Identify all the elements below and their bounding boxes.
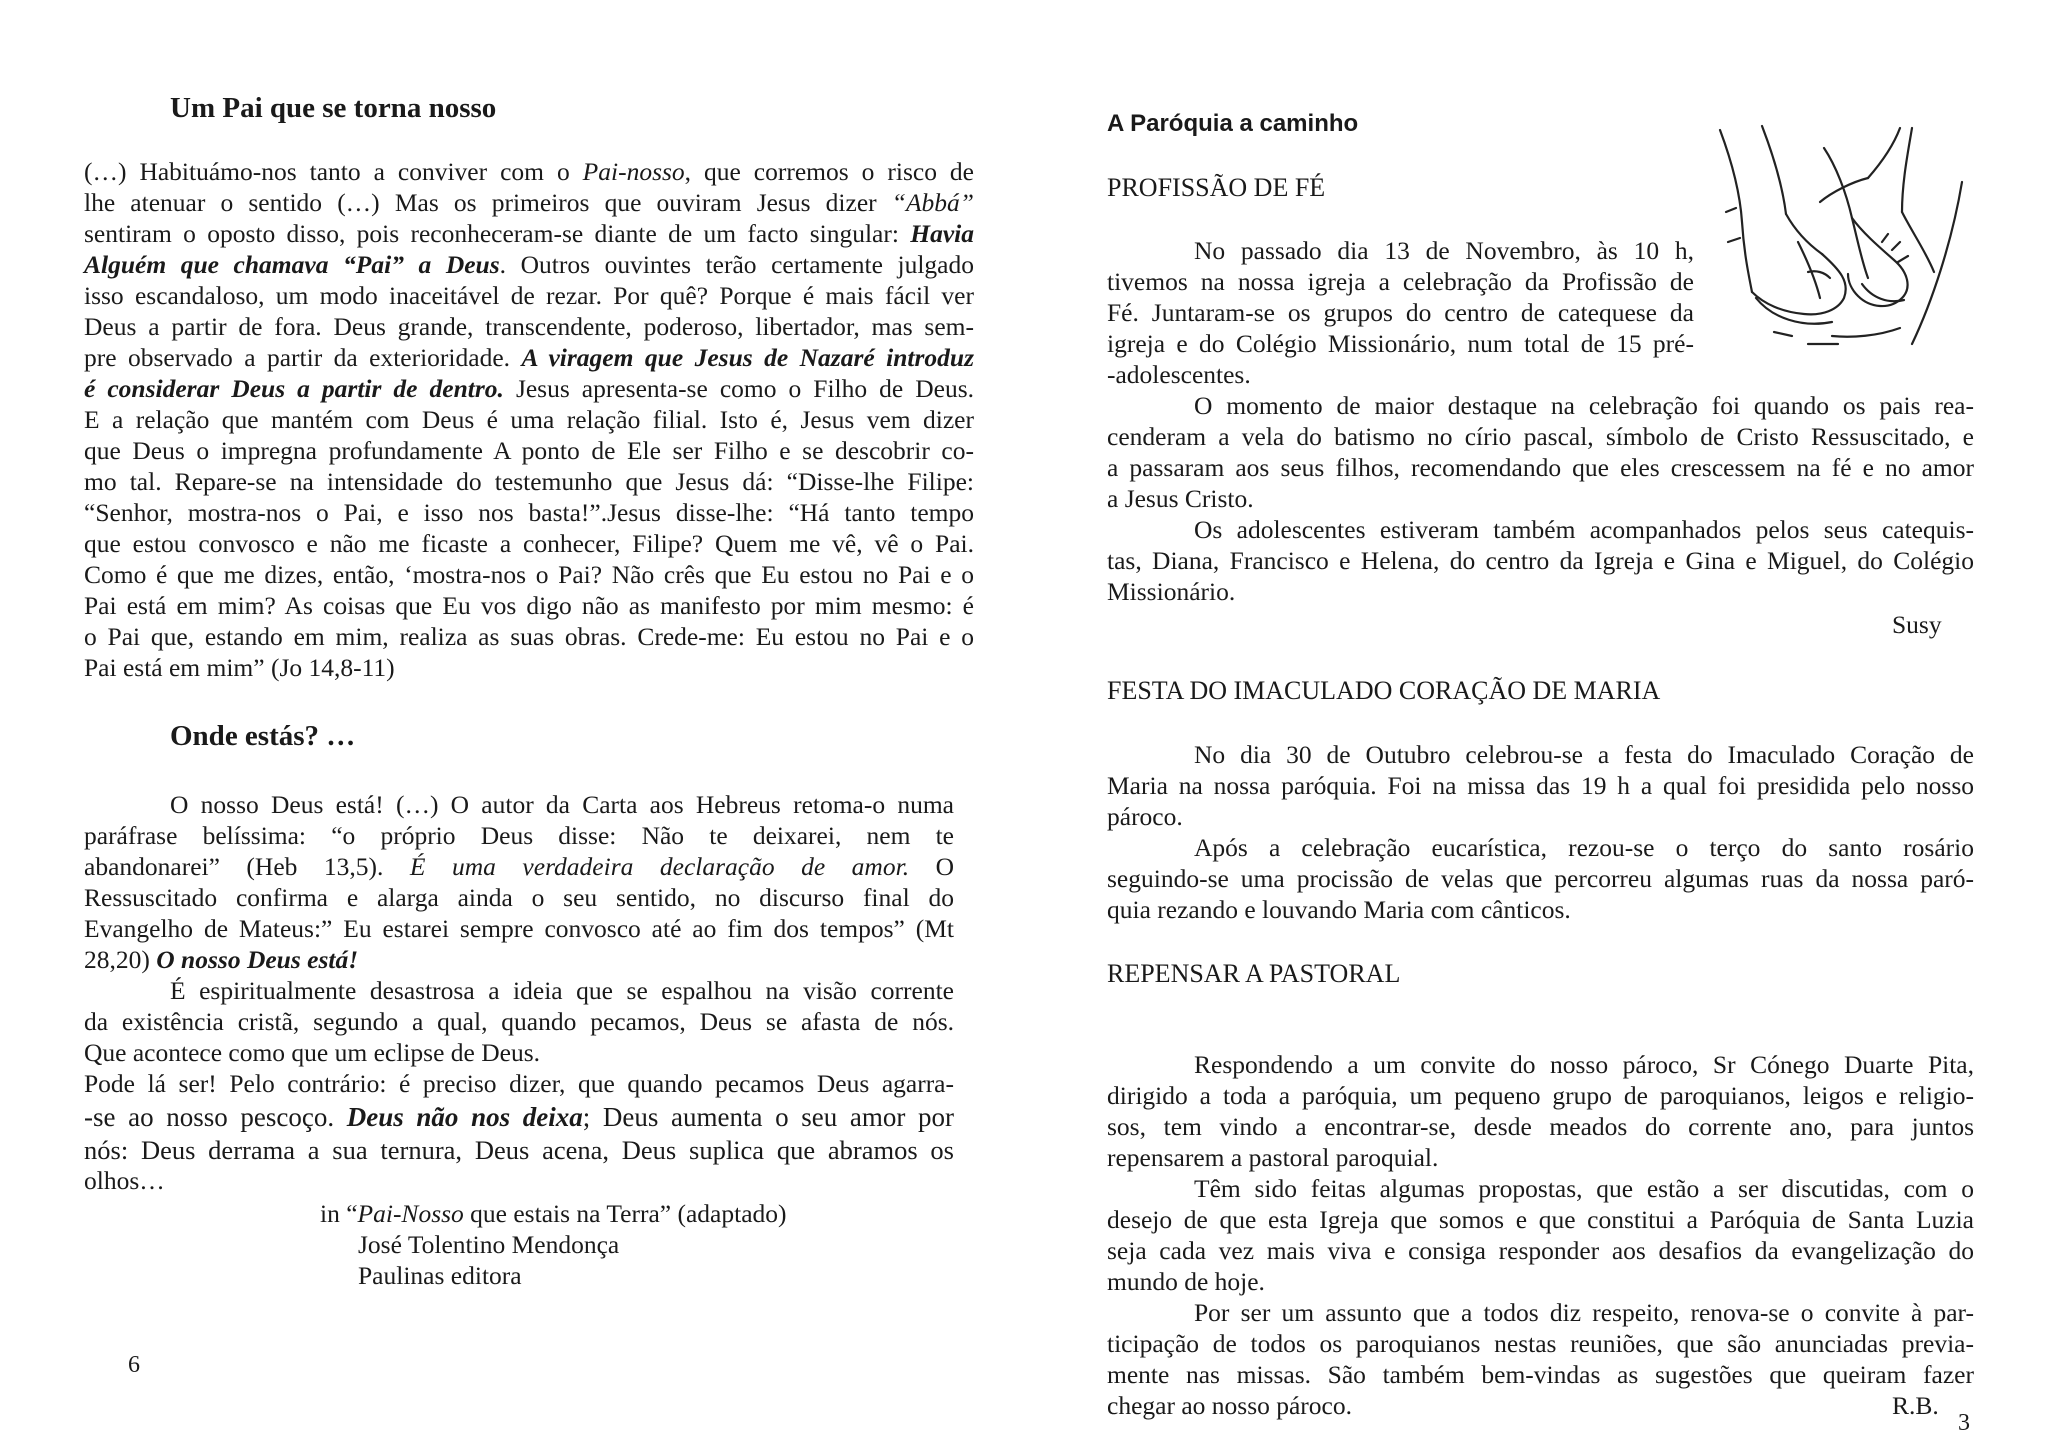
page-number: 6 bbox=[128, 1352, 140, 1378]
paragraph-line: Por ser um assunto que a todos diz respeito, renova-se o convite à par- bbox=[1194, 1298, 1974, 1327]
section-title: PROFISSÃO DE FÉ bbox=[1107, 173, 1326, 202]
paragraph-line: mundo de hoje. bbox=[1107, 1267, 1265, 1296]
paragraph-line: repensarem a pastoral paroquial. bbox=[1107, 1143, 1439, 1172]
paragraph-line: da existência cristã, segundo a qual, quando pecamos, Deus se afasta de nós. bbox=[84, 1007, 954, 1036]
signature: R.B. bbox=[1892, 1391, 1939, 1420]
paragraph-line: -se ao nosso pescoço. Deus não nos deixa; Deus aumenta o seu amor por bbox=[84, 1102, 954, 1132]
source-publisher: Paulinas editora bbox=[358, 1261, 522, 1290]
paragraph-line: seja cada vez mais viva e consiga responder aos desafios da evangelização do bbox=[1107, 1236, 1974, 1265]
page-number: 3 bbox=[1958, 1410, 1970, 1436]
paragraph-line: Fé. Juntaram-se os grupos do centro de catequese da bbox=[1107, 298, 1694, 327]
paragraph-line: lhe atenuar o sentido (…) Mas os primeiros que ouviram Jesus dizer “Abbá” bbox=[84, 188, 974, 217]
paragraph-line: isso escandaloso, um modo inaceitável de rezar. Por quê? Porque é mais fácil ver bbox=[84, 281, 974, 310]
paragraph-line: mo tal. Repare-se na intensidade do testemunho que Jesus dá: “Disse-lhe Filipe: bbox=[84, 467, 974, 496]
paragraph-line: Deus a partir de fora. Deus grande, transcendente, poderoso, libertador, mas sem- bbox=[84, 312, 974, 341]
paragraph-line: Como é que me dizes, então, ‘mostra-nos o Pai? Não crês que Eu estou no Pai e o bbox=[84, 560, 974, 589]
paragraph-line: Que acontece como que um eclipse de Deus. bbox=[84, 1038, 540, 1067]
paragraph-line: seguindo-se uma procissão de velas que percorreu algumas ruas da nossa paró- bbox=[1107, 864, 1974, 893]
paragraph-line: No dia 30 de Outubro celebrou-se a festa do Imaculado Coração de bbox=[1194, 740, 1974, 769]
paragraph-line: Respondendo a um convite do nosso pároco, Sr Cónego Duarte Pita, bbox=[1194, 1050, 1974, 1079]
paragraph-line: Alguém que chamava “Pai” a Deus. Outros ouvintes terão certamente julgado bbox=[84, 250, 974, 279]
paragraph-line: desejo de que esta Igreja que somos e que constitui a Paróquia de Santa Luzia bbox=[1107, 1205, 1974, 1234]
article-title: Um Pai que se torna nosso bbox=[170, 92, 497, 124]
paragraph-line: Evangelho de Mateus:” Eu estarei sempre convosco até ao fim dos tempos” (Mt bbox=[84, 914, 954, 943]
paragraph-line: E a relação que mantém com Deus é uma relação filial. Isto é, Jesus vem dizer bbox=[84, 405, 974, 434]
paragraph-line: 28,20) O nosso Deus está! bbox=[84, 945, 359, 974]
paragraph-line: que Deus o impregna profundamente A ponto de Ele ser Filho e se descobrir co- bbox=[84, 436, 974, 465]
paragraph-line: (…) Habituámo-nos tanto a conviver com o Pai-nosso, que corremos o risco de bbox=[84, 157, 974, 186]
paragraph-line: O momento de maior destaque na celebração foi quando os pais rea- bbox=[1194, 391, 1974, 420]
paragraph-line: a Jesus Cristo. bbox=[1107, 484, 1254, 513]
paragraph-line: sentiram o oposto disso, pois reconheceram-se diante de um facto singular: Havia bbox=[84, 219, 974, 248]
paragraph-line: tivemos na nossa igreja a celebração da Profissão de bbox=[1107, 267, 1694, 296]
paragraph-line: que estou convosco e não me ficaste a conhecer, Filipe? Quem me vê, vê o Pai. bbox=[84, 529, 974, 558]
source-author: José Tolentino Mendonça bbox=[358, 1230, 620, 1259]
paragraph-line: Maria na nossa paróquia. Foi na missa das 19 h a qual foi presidida pelo nosso bbox=[1107, 771, 1974, 800]
paragraph-line: chegar ao nosso pároco. bbox=[1107, 1391, 1352, 1420]
column-title: A Paróquia a caminho bbox=[1107, 110, 1359, 137]
paragraph-line: quia rezando e louvando Maria com cânticos. bbox=[1107, 895, 1571, 924]
paragraph-line: é considerar Deus a partir de dentro. Jesus apresenta-se como o Filho de Deus. bbox=[84, 374, 974, 403]
paragraph-line: olhos… bbox=[84, 1166, 165, 1195]
paragraph-line: Missionário. bbox=[1107, 577, 1236, 606]
paragraph-line: No passado dia 13 de Novembro, às 10 h, bbox=[1194, 236, 1694, 265]
paragraph-line: Ressuscitado confirma e alarga ainda o seu sentido, no discurso final do bbox=[84, 883, 954, 912]
paragraph-line: dirigido a toda a paróquia, um pequeno grupo de paroquianos, leigos e religio- bbox=[1107, 1081, 1974, 1110]
paragraph-line: mente nas missas. São também bem-vindas as sugestões que queiram fazer bbox=[1107, 1360, 1974, 1389]
paragraph-line: Após a celebração eucarística, rezou-se o terço do santo rosário bbox=[1194, 833, 1974, 862]
paragraph-line: ticipação de todos os paroquianos nestas reuniões, que são anunciadas previa- bbox=[1107, 1329, 1974, 1358]
article-title: Onde estás? … bbox=[170, 720, 356, 752]
paragraph-line: Têm sido feitas algumas propostas, que estão a ser discutidas, com o bbox=[1194, 1174, 1974, 1203]
paragraph-line: Pai está em mim? As coisas que Eu vos digo não as manifesto por mim mesmo: é bbox=[84, 591, 974, 620]
paragraph-line: Os adolescentes estiveram também acompanhados pelos seus catequis- bbox=[1194, 515, 1974, 544]
signature: Susy bbox=[1892, 610, 1942, 639]
paragraph-line: o Pai que, estando em mim, realiza as suas obras. Crede-me: Eu estou no Pai e o bbox=[84, 622, 974, 651]
paragraph-line: paráfrase belíssima: “o próprio Deus disse: Não te deixarei, nem te bbox=[84, 821, 954, 850]
paragraph-line: pre observado a partir da exterioridade. A viragem que Jesus de Nazaré introduz bbox=[84, 343, 974, 372]
paragraph-line: Pai está em mim” (Jo 14,8-11) bbox=[84, 653, 395, 682]
paragraph-line: tas, Diana, Francisco e Helena, do centro da Igreja e Gina e Miguel, do Colégio bbox=[1107, 546, 1974, 575]
paragraph-line: É espiritualmente desastrosa a ideia que se espalhou na visão corrente bbox=[170, 976, 954, 1005]
walking-feet-icon bbox=[1712, 122, 1972, 352]
paragraph-line: abandonarei” (Heb 13,5). É uma verdadeira declaração de amor. O bbox=[84, 852, 955, 881]
section-title: FESTA DO IMACULADO CORAÇÃO DE MARIA bbox=[1107, 676, 1661, 705]
paragraph-line: igreja e do Colégio Missionário, num total de 15 pré- bbox=[1107, 329, 1694, 358]
paragraph-line: nós: Deus derrama a sua ternura, Deus acena, Deus suplica que abramos os bbox=[84, 1135, 954, 1165]
source-citation: in “Pai-Nosso que estais na Terra” (adaptado) bbox=[320, 1199, 787, 1228]
paragraph-line: pároco. bbox=[1107, 802, 1183, 831]
section-title: REPENSAR A PASTORAL bbox=[1107, 959, 1401, 988]
paragraph-line: cenderam a vela do batismo no círio pascal, símbolo de Cristo Ressuscitado, e bbox=[1107, 422, 1974, 451]
paragraph-line: O nosso Deus está! (…) O autor da Carta aos Hebreus retoma-o numa bbox=[170, 790, 954, 819]
paragraph-line: a passaram aos seus filhos, recomendando que eles crescessem na fé e no amor bbox=[1107, 453, 1974, 482]
paragraph-line: -adolescentes. bbox=[1107, 360, 1251, 389]
paragraph-line: “Senhor, mostra-nos o Pai, e isso nos basta!”.Jesus disse-lhe: “Há tanto tempo bbox=[84, 498, 974, 527]
paragraph-line: Pode lá ser! Pelo contrário: é preciso dizer, que quando pecamos Deus agarra- bbox=[84, 1069, 954, 1098]
paragraph-line: sos, tem vindo a encontrar-se, desde meados do corrente ano, para juntos bbox=[1107, 1112, 1974, 1141]
